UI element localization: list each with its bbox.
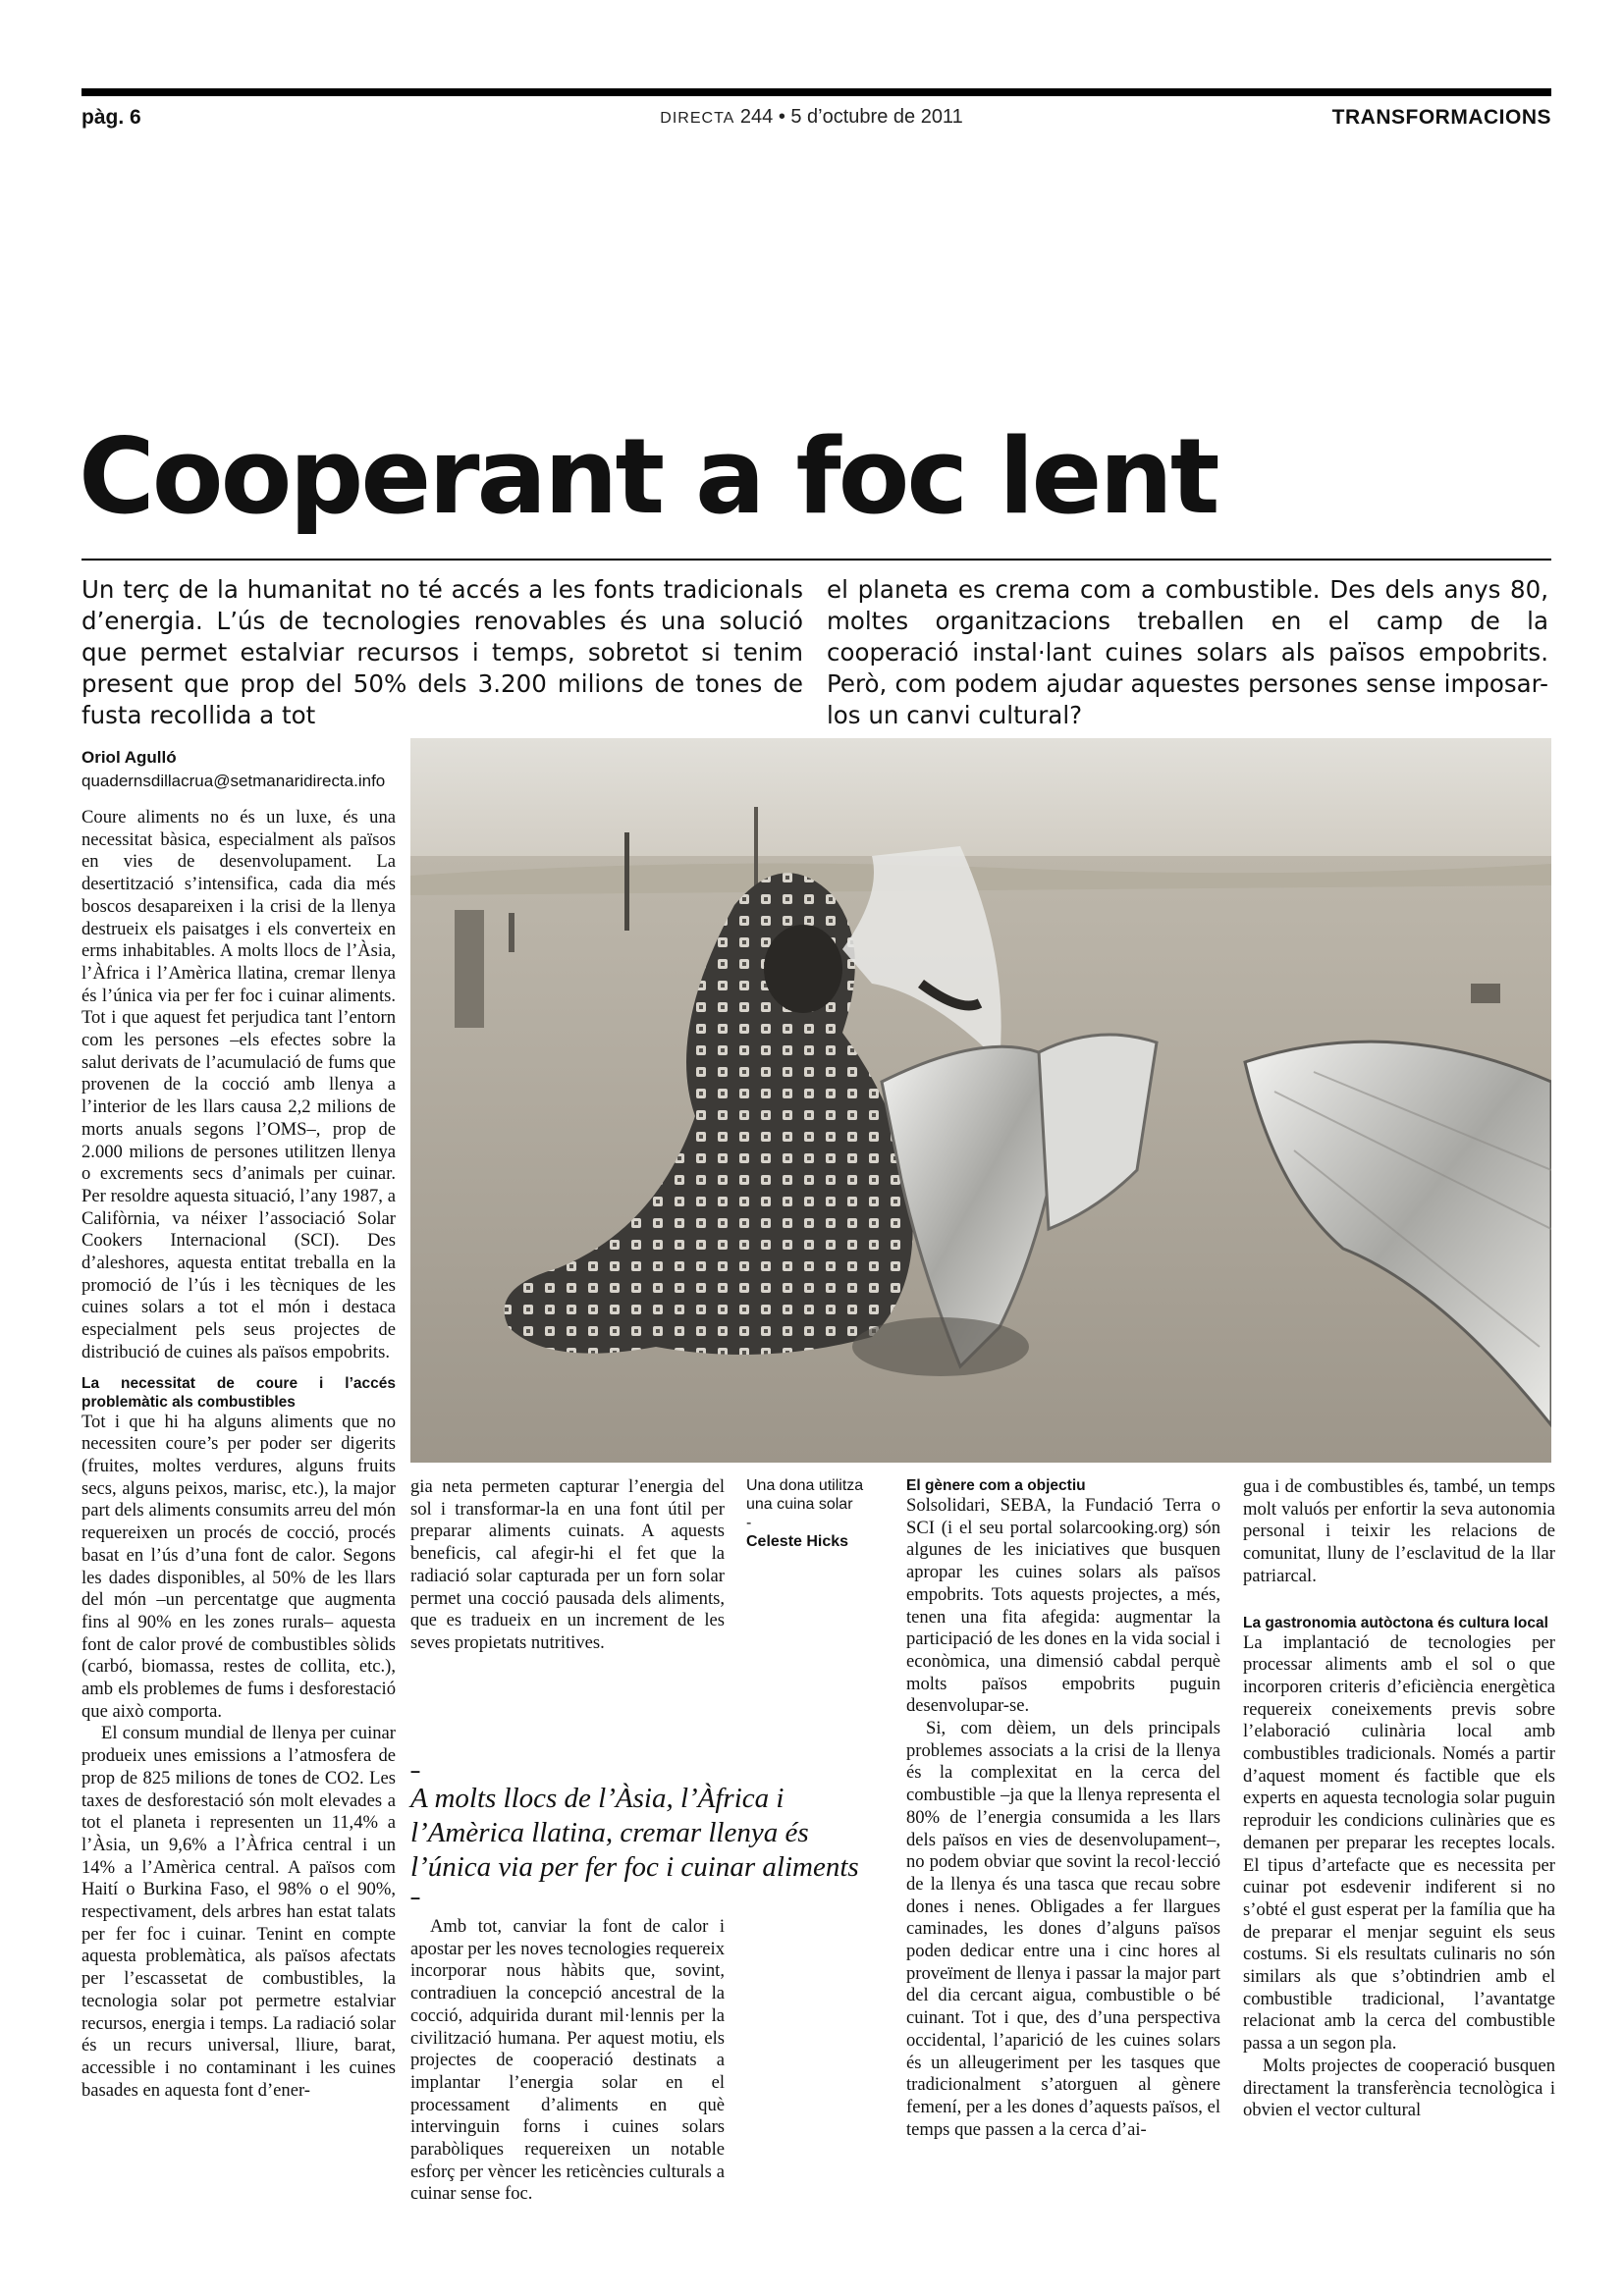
subheading: La gastronomia autòctona és cultura local (1243, 1614, 1548, 1631)
photo-caption (746, 1476, 869, 1551)
article-title: Cooperant a foc lent (79, 416, 1217, 537)
paragraph: Tot i que hi ha alguns aliments que no necessiten coure’s per poder ser digerits (fruites, moltes verdures, alguns fruits secs, alguns peixos, marisc, etc.), la major part dels aliments consumits arreu del món requereixen un procés de cocció, procés basat en l’ús d’una font de calor. Segons les dades disponibles, al 50% de les llars del món –un percentatge que augmenta fins al 90% en les zones rurals– aquesta font de calor prové de combustibles sòlids (carbó, biomassa, restes de collita, etc.), amb els problemes de fums i desforestació que això comporta. (81, 1411, 396, 1722)
top-rule (81, 88, 1551, 96)
column-1 (81, 807, 396, 2102)
pullquote (410, 1762, 882, 1906)
paragraph: El consum mundial de llenya per cuinar produeix unes emissions a l’atmosfera de prop de 825 milions de tones de CO2. Les taxes de desforestació són molt elevades a tot el planeta i representen un 11,4% a l’Àsia, un 9,6% a l’Àfrica central i un 14% a l’Amèrica central. A països com Haití o Burkina Faso, el 98% o el 90%, respectivament, dels arbres han estat talats per fer foc i cuinar. Tenint en compte aquesta problemàtica, als països afectats per l’escassetat de combustibles, la tecnologia solar pot permetre estalviar recursos, energia i temps. La radiació solar és un recurs universal, lliure, barat, accessible i no contaminant i les cuines basades en aquesta font d’ener- (81, 1723, 396, 2101)
paragraph: Molts projectes de cooperació busquen directament la transferència tecnològica i obvien el vector cultural (1243, 2055, 1555, 2121)
article-photo (410, 738, 1551, 1463)
dek-left: Un terç de la humanitat no té accés a les fonts tradicionals d’energia. L’ús de tecnologies renovables és una solució que permet estalviar recursos i temps, sobretot si tenim present que prop del 50% dels 3.200 milions de tones de fusta recollida a tot (81, 575, 803, 729)
caption-text: Una dona utilitza una cuina solar (746, 1477, 864, 1513)
page-number: pàg. 6 (81, 106, 141, 129)
paragraph: Si, com dèiem, un dels principals problemes associats a la crisi de la llenya és la complexitat en la cerca del combustible –ja que la llenya representa el 80% de l’energia consumida a les llars dels països en vies de desenvolupament–, no podem obviar que sovint la recol·lecció de la llenya és una tasca que recau sobre dones i nenes. Obligades a fer llargues caminades, les dones d’alguns països poden dedicar entre una i cinc hores al proveïment de llenya i passar la major part del dia cercant aigua, combustible o bé cuinant. Tot i que, des d’una perspectiva occidental, l’aparició de les cuines solars és un alleugeriment per les tasques que tradicionalment s’atorguen al gènere femení, per a les dones d’aquests països, el temps que passen a la cerca d’ai- (906, 1718, 1220, 2140)
pullquote-text: A molts llocs de l’Àsia, l’Àfrica i l’Amèrica llatina, cremar llenya és l’única via per fer foc i cuinar aliments (410, 1783, 859, 1883)
pullquote-dash-top: – (410, 1761, 421, 1781)
dek-right: el planeta es crema com a combustible. Des dels anys 80, moltes organitzacions treballen en el camp de la cooperació instal·lant cuines solars als països empobrits. Però, com podem ajudar aquestes persones sense imposar-los un canvi cultural? (827, 575, 1548, 729)
photo-solar-cooker (410, 738, 1551, 1463)
paragraph: Solsolidari, SEBA, la Fundació Terra o SCI (i el seu portal solarcooking.org) són algunes de les iniciatives que busquen apropar les cuines solars als països empobrits. Tots aquests projectes, a més, tenen una fita afegida: augmentar la participació de les dones en la vida social i econòmica, una dimensió cabdal perquè molts països empobrits puguin desenvolupar-se. (906, 1495, 1220, 1717)
paragraph: Amb tot, canviar la font de calor i apostar per les noves tecnologies requereix incorporar nous hàbits que, sovint, contradiuen la concepció ancestral de la cocció, adquirida durant mil·lennis per la civilització humana. Per aquest motiu, els projectes de cooperació destinats a implantar l’energia solar en el processament d’aliments en què intervinguin forns i cuines solars parabòliques requereixen un notable esforç per vèncer les reticències culturals a cuinar sense foc. (410, 1916, 725, 2205)
caption-dash: - (746, 1515, 752, 1531)
paragraph: Coure aliments no és un luxe, és una necessitat bàsica, especialment als països en vies de desenvolupament. La desertització s’intensifica, cada dia més boscos desapareixen i la crisi de la llenya destrueix els paisatges i els converteix en erms inhabitables. A molts llocs de l’Àsia, l’Àfrica i l’Amèrica llatina, cremar llenya és l’única via per fer foc i cuinar aliments. Tot i que aquest fet perjudica tant l’entorn com les persones –els efectes sobre la salut derivats de l’acumulació de fums que provenen de la cocció amb llenya a l’interior de les llars causa 2,2 milions de morts anuals segons l’OMS–, prop de 2.000 milions de persones utilitzen llenya o excrements secs d’animals per cuinar. Per resoldre aquesta situació, l’any 1987, a Califòrnia, va néixer l’associació Solar Cookers Internacional (SCI). Des d’aleshores, aquesta entitat treballa en la promoció de l’ús i les tècniques de les cuines solars a tot el món i destaca especialment pels seus projectes de distribució de cuines als països empobrits. (81, 807, 396, 1362)
column-4 (1243, 1476, 1555, 2122)
paragraph: gia neta permeten capturar l’energia del sol i transformar-la en una font útil per preparar aliments cuinats. A aquests beneficis, cal afegir-hi el fet que la radiació solar capturada per un forn solar permet una cocció pausada dels aliments, que es tradueix en un increment de les seves propietats nutritives. (410, 1476, 725, 1653)
publication-name: DIRECTA (660, 110, 735, 127)
column-2-continued (410, 1916, 725, 2206)
issue-date: 244 • 5 d’octubre de 2011 (739, 106, 963, 128)
paragraph: gua i de combustibles és, també, un temps molt valuós per enfortir la seva autonomia personal i teixir les relacions de comunitat, lluny de l’esclavitud de la llar patriarcal. (1243, 1476, 1555, 1586)
author-email[interactable]: quadernsdillacrua@setmanaridirecta.info (81, 772, 386, 790)
column-2 (410, 1476, 725, 1655)
subheading: La necessitat de coure i l’accés problemàtic als combustibles (81, 1374, 396, 1411)
subheading: El gènere com a objectiu (906, 1477, 1086, 1494)
pullquote-dash-bottom: – (410, 1888, 421, 1907)
paragraph: La implantació de tecnologies per processar aliments amb el sol o que incorporen criteris d’eficiència energètica requereix coneixements previs sobre l’elaboració culinària local amb combustibles tradicionals. Només a partir d’aquest moment és factible que els experts en aquesta tecnologia solar puguin reproduir les condicions culinàries que es demanen per preparar les receptes locals. El tipus d’artefacte que es necessita per cuinar pot esdevenir indiferent si no s’obté el gust esperat per la família que ha de preparar el menjar seguint els seus costums. Si els resultats culinaris no són similars als que s’obtindrien amb el combustible tradicional, l’avantatge relacionat amb la cerca del combustible passa a un segon pla. (1243, 1631, 1555, 2055)
section-name: TRANSFORMACIONS (1331, 106, 1551, 129)
column-3 (906, 1476, 1220, 2141)
title-rule (81, 559, 1551, 561)
photo-credit: Celeste Hicks (746, 1533, 849, 1550)
author-name: Oriol Agulló (81, 748, 177, 767)
